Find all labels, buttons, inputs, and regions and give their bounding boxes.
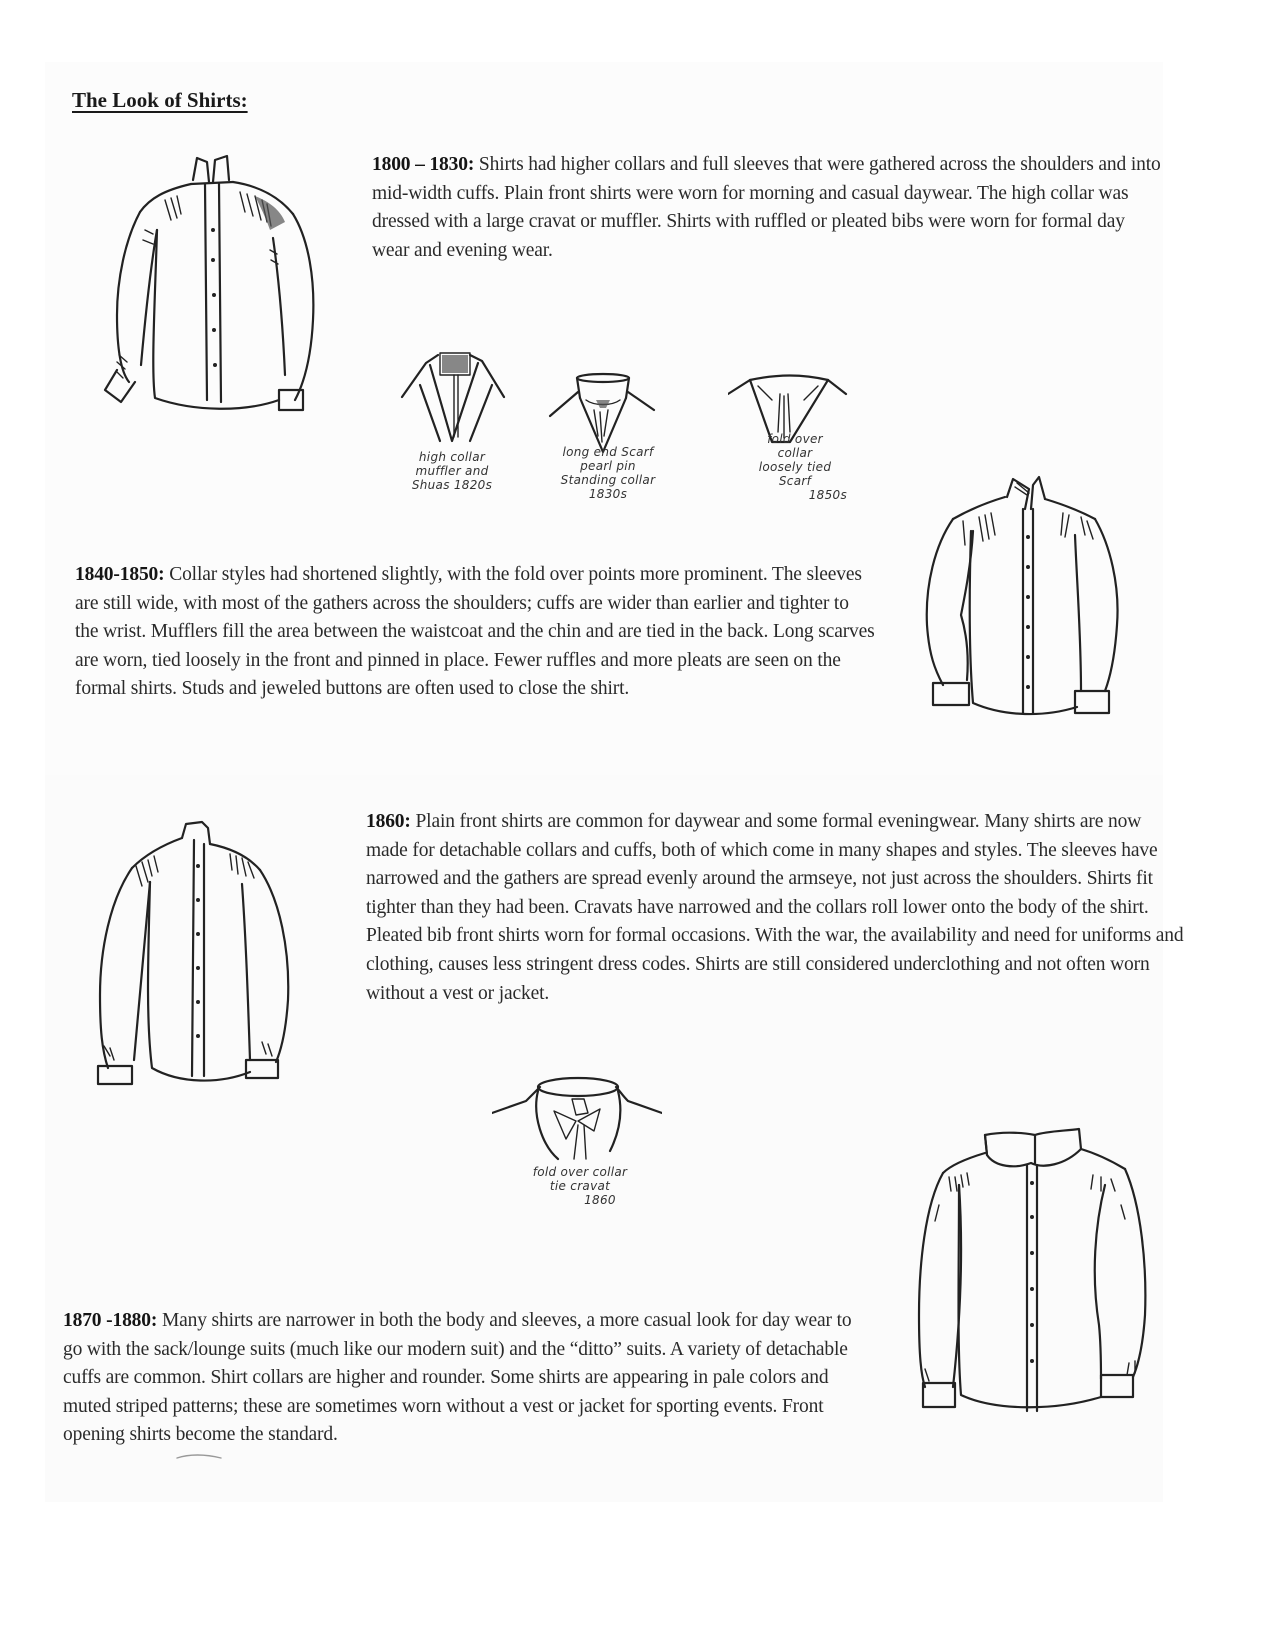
page-title: The Look of Shirts: xyxy=(72,88,248,112)
section-text: Collar styles had shortened slightly, with the fold over points more prominent. The sleeves are still wide, with most of the gathers across the shoulders; cuffs are wider than earlier and tighter to the wrist. Mufflers fill the area between the waistcoat and the chin and are tied in the back. Long scarves are worn, tied loosely in the front and pinned in place. Fewer ruffles and more pleats are seen on the formal shirts. Studs and jeweled buttons are often used to close the shirt. xyxy=(75,564,875,700)
shirt-1860-icon xyxy=(90,820,305,1090)
section-text: Many shirts are narrower in both the body and sleeves, a more casual look for day wear to go with the sack/lounge suits (much like our modern suit) and the “ditto” suits. A variety of detachable cuffs are common. Shirt collars are higher and rounder. Some shirts are appearing in pale colors and muted striped patterns; these are sometimes worn without a vest or jacket for sporting events. Front opening shirts become the standard. xyxy=(63,1310,852,1446)
caption-high-collar: high collar muffler and Shuas 1820s xyxy=(411,450,493,492)
caption-fold-over-1860: fold over collar tie cravat 1860 xyxy=(532,1165,628,1207)
shirt-1800-1830-icon xyxy=(95,150,325,420)
period-label: 1840-1850: xyxy=(75,564,165,585)
section-1860 xyxy=(366,808,1186,1008)
caption-standing-collar: long end Scarf pearl pin Standing collar 1830s xyxy=(560,445,656,501)
collar-sketch-high-collar-icon xyxy=(400,345,510,445)
shirt-1840-1850-icon xyxy=(905,455,1135,720)
period-label: 1870 -1880: xyxy=(63,1310,158,1331)
section-1870-1880 xyxy=(63,1307,853,1450)
section-text: Plain front shirts are common for daywear and some formal eveningwear. Many shirts are now made for detachable collars and cuffs, both of which come in many shapes and styles. The sleeves have narrowed and the gathers are spread evenly around the armseye, not just across the shoulders. Shirts fit tighter than they had been. Cravats have narrowed and the collars roll lower onto the body of the shirt. Pleated bib front shirts worn for formal occasions. With the war, the availability and need for uniforms and clothing, causes less stringent dress codes. Shirts are still considered underclothing and not often worn without a vest or jacket. xyxy=(366,811,1184,1004)
shirt-1870-1880-icon xyxy=(915,1125,1155,1425)
collar-sketch-fold-over-1860-icon xyxy=(492,1055,662,1165)
period-label: 1800 – 1830: xyxy=(372,154,475,175)
section-text: Shirts had higher collars and full sleeves that were gathered across the shoulders and into mid-width cuffs. Plain front shirts were worn for morning and casual daywear. The high collar was dressed with a large cravat or muffler. Shirts with ruffled or pleated bibs were worn for formal day wear and evening wear. xyxy=(372,154,1161,261)
stray-mark-icon xyxy=(175,1452,225,1462)
section-1840-1850 xyxy=(75,561,875,704)
section-1800-1830 xyxy=(372,151,1162,265)
period-label: 1860: xyxy=(366,811,411,832)
caption-fold-over-1850: fold over collar loosely tied Scarf 1850s xyxy=(758,432,847,502)
